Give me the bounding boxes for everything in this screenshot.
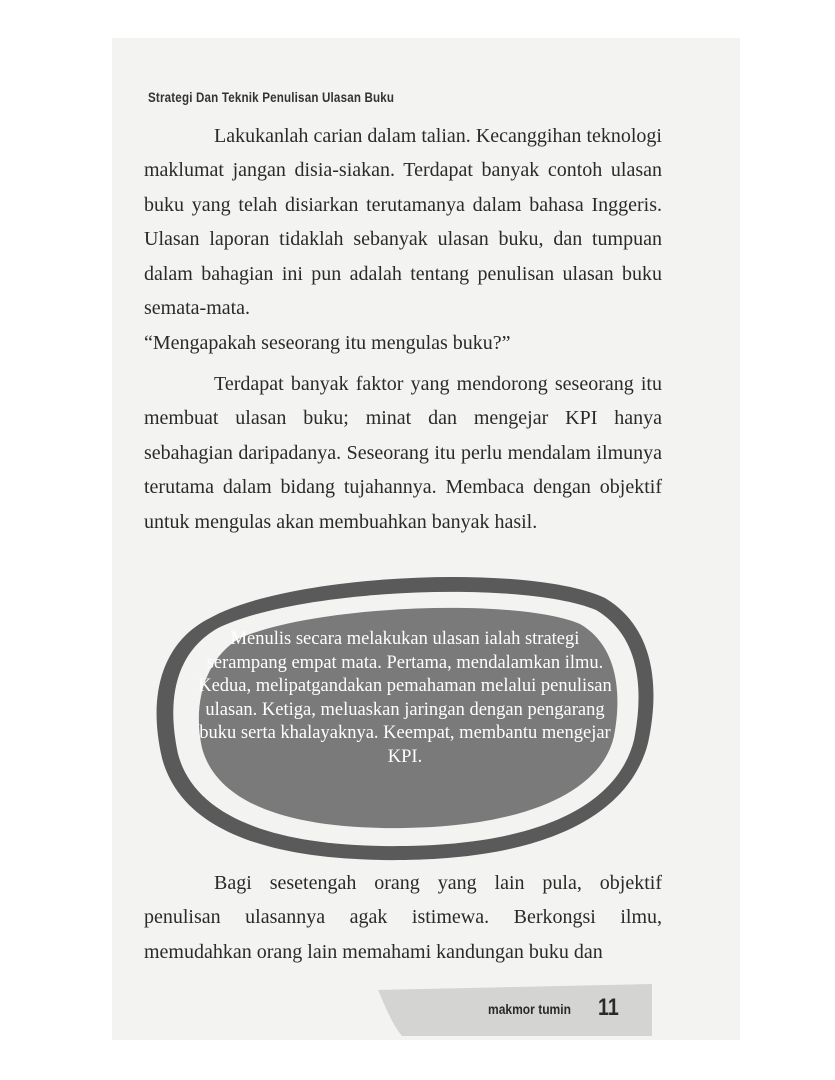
footer-author: makmor tumin — [488, 1001, 571, 1017]
footer-tab — [378, 984, 652, 1036]
running-header: Strategi Dan Teknik Penulisan Ulasan Buku — [148, 90, 395, 105]
paragraph-question: “Mengapakah seseorang itu mengulas buku?” — [144, 332, 511, 354]
callout-box — [150, 558, 660, 868]
page-number: 11 — [598, 994, 619, 1021]
book-page — [112, 38, 740, 1040]
callout-text: Menulis secara melakukan ulasan ialah strategi serampang empat mata. Pertama, mendalamkan ilmu. Kedua, melipatgandakan pemahaman melalui penulisan ulasan. Ketiga, meluaskan jaringan dengan pengarang buku serta khalayaknya. Keempat, membantu mengejar KPI. — [198, 629, 612, 767]
paragraph-3: Bagi sesetengah orang yang lain pula, objektif penulisan ulasannya agak istimewa. Berkongsi ilmu, memudahkan orang lain memahami kandungan buku dan — [144, 872, 662, 963]
paragraph-1: Lakukanlah carian dalam talian. Kecanggihan teknologi maklumat jangan disia-siakan. Terdapat banyak contoh ulasan buku yang telah disiarkan terutamanya dalam bahasa Inggeris. Ulasan laporan tidaklah sebanyak ulasan buku, dan tumpuan dalam bahagian ini pun adalah tentang penulisan ulasan buku semata-mata. — [144, 125, 662, 320]
paragraph-2: Terdapat banyak faktor yang mendorong seseorang itu membuat ulasan buku; minat dan mengejar KPI hanya sebahagian daripadanya. Seseorang itu perlu mendalam ilmunya terutama dalam bidang tujahannya. Membaca dengan objektif untuk mengulas akan membuahkan banyak hasil. — [144, 373, 662, 533]
